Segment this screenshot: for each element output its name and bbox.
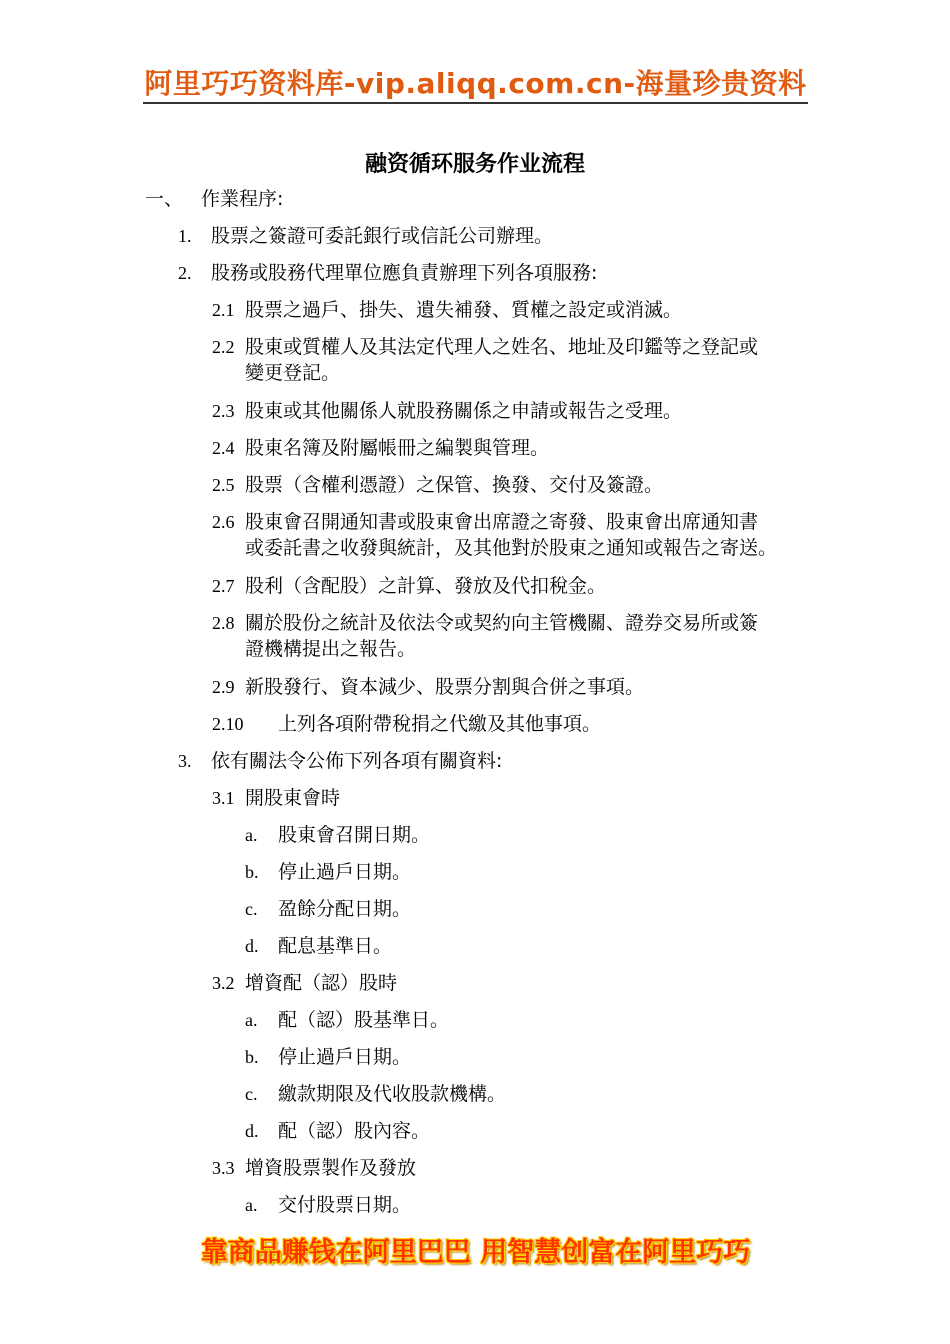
item-number: 3.2: [212, 973, 235, 993]
item-text: 配（認）股內容。: [278, 1120, 431, 1142]
header-divider: [143, 102, 808, 104]
item-number: 2.1: [212, 300, 235, 320]
item-letter: a.: [245, 825, 258, 845]
item-letter: b.: [245, 862, 259, 882]
item-text: 上列各項附帶稅捐之代繳及其他事項。: [278, 713, 602, 735]
item-text: 依有關法令公佈下列各項有關資料:: [211, 750, 503, 772]
item-number: 2.4: [212, 438, 235, 458]
item-text: 股票之簽證可委託銀行或信託公司辦理。: [211, 225, 554, 247]
item-number: 2.5: [212, 475, 235, 495]
item-text: 股票之過戶、掛失、遺失補發、質權之設定或消滅。: [245, 299, 683, 321]
item-text: 股東會召開通知書或股東會出席證之寄發、股東會出席通知書: [245, 511, 759, 533]
item-number: 3.1: [212, 788, 235, 808]
item-text: 繳款期限及代收股款機構。: [278, 1083, 507, 1105]
item-text: 停止過戶日期。: [278, 861, 412, 883]
item-text: 新股發行、資本減少、股票分割與合併之事項。: [245, 676, 645, 698]
section-label: 作業程序:: [201, 188, 284, 210]
item-number: 2.2: [212, 337, 235, 357]
item-text: 股東會召開日期。: [278, 824, 431, 846]
item-text: 增資配（認）股時: [245, 972, 398, 994]
item-text: 盈餘分配日期。: [278, 898, 412, 920]
item-number: 3.3: [212, 1158, 235, 1178]
item-number: 1.: [178, 226, 192, 246]
item-text: 股票（含權利憑證）之保管、換發、交付及簽證。: [245, 474, 664, 496]
item-text: 開股東會時: [245, 787, 341, 809]
item-letter: a.: [245, 1195, 258, 1215]
item-text: 配息基準日。: [278, 935, 393, 957]
item-text: 股利（含配股）之計算、發放及代扣稅金。: [245, 575, 607, 597]
item-letter: a.: [245, 1010, 258, 1030]
item-letter: c.: [245, 899, 258, 919]
item-text: 交付股票日期。: [278, 1194, 412, 1216]
footer-banner: 靠商品赚钱在阿里巴巴 用智慧创富在阿里巧巧: [200, 1237, 751, 1268]
list-item-continuation: 證機構提出之報告。: [245, 638, 417, 660]
item-text: 股東或其他關係人就股務關係之申請或報告之受理。: [245, 400, 683, 422]
item-text: 增資股票製作及發放: [245, 1157, 417, 1179]
item-text: 停止過戶日期。: [278, 1046, 412, 1068]
item-number: 2.: [178, 263, 192, 283]
item-number: 2.6: [212, 512, 235, 532]
section-number: 一、: [145, 188, 184, 210]
item-letter: b.: [245, 1047, 259, 1067]
item-text: 股東名簿及附屬帳冊之編製與管理。: [245, 437, 550, 459]
item-text: 關於股份之統計及依法令或契約向主管機關、證券交易所或簽: [245, 612, 759, 634]
header-banner: 阿里巧巧资料库-vip.aliqq.com.cn-海量珍贵资料: [144, 67, 807, 100]
item-text: 股東或質權人及其法定代理人之姓名、地址及印鑑等之登記或: [245, 336, 759, 358]
document-title: 融资循环服务作业流程: [364, 152, 585, 177]
item-number: 2.9: [212, 677, 235, 697]
item-text: 配（認）股基準日。: [278, 1009, 450, 1031]
item-number: 2.10: [212, 714, 244, 734]
item-number: 2.7: [212, 576, 235, 596]
item-number: 3.: [178, 751, 192, 771]
list-item-continuation: 變更登記。: [245, 362, 341, 384]
item-letter: d.: [245, 1121, 259, 1141]
item-number: 2.8: [212, 613, 235, 633]
item-letter: d.: [245, 936, 259, 956]
item-letter: c.: [245, 1084, 258, 1104]
item-text: 股務或股務代理單位應負責辦理下列各項服務:: [211, 262, 598, 284]
list-item-continuation: 或委託書之收發與統計，及其他對於股東之通知或報告之寄送。: [245, 537, 778, 559]
item-number: 2.3: [212, 401, 235, 421]
